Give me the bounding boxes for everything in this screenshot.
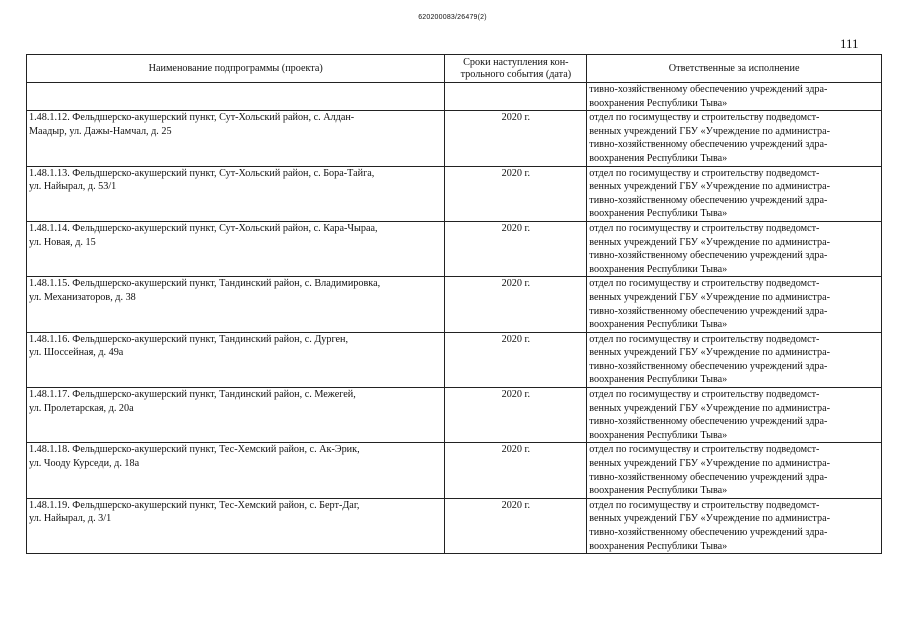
subprogram-name-cell <box>27 332 445 387</box>
subprogram-name-line: ул. Шоссейная, д. 49а <box>29 347 124 359</box>
subprogram-name-line: 1.48.1.15. Фельдшерско-акушерский пункт, Тандинский район, с. Владимировка, <box>29 278 381 290</box>
responsible-line: отдел по госимуществу и строительству подведомст- <box>589 112 820 124</box>
table-row <box>27 166 882 221</box>
responsible-cell <box>587 166 882 221</box>
responsible-line: венных учреждений ГБУ «Учреждение по администра- <box>589 236 831 248</box>
responsible-line: воохранения Республики Тыва» <box>589 208 728 220</box>
column-header-date-line1: Сроки наступления кон- <box>463 56 569 68</box>
responsible-line: венных учреждений ГБУ «Учреждение по администра- <box>589 458 831 470</box>
column-header-date <box>445 55 587 83</box>
subprogram-name-cell <box>27 388 445 443</box>
table-header-row <box>27 55 882 83</box>
responsible-cell <box>587 332 882 387</box>
responsible-line: отдел по госимуществу и строительству подведомст- <box>589 222 820 234</box>
responsible-line: тивно-хозяйственному обеспечению учреждений здра- <box>589 360 828 372</box>
responsible-line: тивно-хозяйственному обеспечению учреждений здра- <box>589 305 828 317</box>
responsible-line: отдел по госимуществу и строительству подведомст- <box>589 444 820 456</box>
page-number: 111 <box>840 36 859 51</box>
table-row <box>27 111 882 166</box>
responsible-cell <box>587 111 882 166</box>
responsible-cell <box>587 443 882 498</box>
continuation-date-cell <box>445 83 587 111</box>
subprogram-name-cell <box>27 277 445 332</box>
responsible-line: отдел по госимуществу и строительству подведомст- <box>589 167 820 179</box>
table-row <box>27 277 882 332</box>
events-table <box>26 54 882 554</box>
responsible-line: воохранения Республики Тыва» <box>589 429 728 441</box>
subprogram-name-line: 1.48.1.19. Фельдшерско-акушерский пункт, Тес-Хемский район, с. Берт-Даг, <box>29 499 360 511</box>
table-row <box>27 332 882 387</box>
continuation-name-cell <box>27 83 445 111</box>
responsible-cell <box>587 221 882 276</box>
responsible-line: отдел по госимуществу и строительству подведомст- <box>589 278 820 290</box>
subprogram-name-line: ул. Найырал, д. 53/1 <box>29 181 117 193</box>
subprogram-name-line: ул. Новая, д. 15 <box>29 236 96 248</box>
continuation-responsible-cell <box>587 83 882 111</box>
control-date-cell: 2020 г. <box>445 111 587 166</box>
subprogram-name-line: 1.48.1.12. Фельдшерско-акушерский пункт, Сут-Хольский район, с. Алдан- <box>29 112 355 124</box>
subprogram-name-line: ул. Найырал, д. 3/1 <box>29 513 112 525</box>
subprogram-name-line: 1.48.1.14. Фельдшерско-акушерский пункт, Сут-Хольский район, с. Кара-Чыраа, <box>29 222 378 234</box>
continuation-responsible-line: воохранения Республики Тыва» <box>589 97 728 109</box>
responsible-line: отдел по госимуществу и строительству подведомст- <box>589 389 820 401</box>
subprogram-name-cell <box>27 111 445 166</box>
responsible-line: венных учреждений ГБУ «Учреждение по администра- <box>589 291 831 303</box>
responsible-line: венных учреждений ГБУ «Учреждение по администра- <box>589 181 831 193</box>
table-row <box>27 443 882 498</box>
responsible-cell <box>587 388 882 443</box>
responsible-line: воохранения Республики Тыва» <box>589 485 728 497</box>
responsible-line: воохранения Республики Тыва» <box>589 263 728 275</box>
document-id: 620200083/26479(2) <box>418 14 487 21</box>
responsible-line: воохранения Республики Тыва» <box>589 374 728 386</box>
responsible-line: венных учреждений ГБУ «Учреждение по администра- <box>589 347 831 359</box>
column-header-name: Наименование подпрограммы (проекта) <box>27 55 445 83</box>
responsible-cell <box>587 277 882 332</box>
responsible-line: венных учреждений ГБУ «Учреждение по администра- <box>589 125 831 137</box>
responsible-line: тивно-хозяйственному обеспечению учреждений здра- <box>589 416 828 428</box>
continuation-row <box>27 83 882 111</box>
responsible-line: тивно-хозяйственному обеспечению учреждений здра- <box>589 139 828 151</box>
responsible-line: венных учреждений ГБУ «Учреждение по администра- <box>589 513 831 525</box>
column-header-date-line2: трольного события (дата) <box>460 68 572 80</box>
table-row <box>27 498 882 553</box>
responsible-line: воохранения Республики Тыва» <box>589 540 728 552</box>
responsible-cell <box>587 498 882 553</box>
responsible-line: тивно-хозяйственному обеспечению учреждений здра- <box>589 250 828 262</box>
column-header-responsible: Ответственные за исполнение <box>587 55 882 83</box>
responsible-line: тивно-хозяйственному обеспечению учреждений здра- <box>589 527 828 538</box>
subprogram-name-line: ул. Механизаторов, д. 38 <box>29 291 136 303</box>
subprogram-name-line: ул. Пролетарская, д. 20а <box>29 402 134 414</box>
table-row <box>27 388 882 443</box>
subprogram-name-cell <box>27 498 445 553</box>
subprogram-name-line: ул. Чооду Курседи, д. 18а <box>29 458 140 470</box>
continuation-responsible-line: тивно-хозяйственному обеспечению учреждений здра- <box>589 84 828 95</box>
subprogram-name-cell <box>27 443 445 498</box>
subprogram-name-line: 1.48.1.13. Фельдшерско-акушерский пункт, Сут-Хольский район, с. Бора-Тайга, <box>29 167 375 179</box>
subprogram-name-cell <box>27 221 445 276</box>
responsible-line: воохранения Республики Тыва» <box>589 319 728 331</box>
control-date-cell: 2020 г. <box>445 388 587 443</box>
responsible-line: воохранения Республики Тыва» <box>589 152 728 164</box>
control-date-cell: 2020 г. <box>445 277 587 332</box>
control-date-cell: 2020 г. <box>445 498 587 553</box>
subprogram-name-line: Маадыр, ул. Дажы-Намчал, д. 25 <box>29 125 172 137</box>
control-date-cell: 2020 г. <box>445 332 587 387</box>
responsible-line: тивно-хозяйственному обеспечению учреждений здра- <box>589 471 828 483</box>
subprogram-name-line: 1.48.1.18. Фельдшерско-акушерский пункт, Тес-Хемский район, с. Ак-Эрик, <box>29 444 360 456</box>
subprogram-name-line: 1.48.1.16. Фельдшерско-акушерский пункт, Тандинский район, с. Дурген, <box>29 333 349 345</box>
responsible-line: отдел по госимуществу и строительству подведомст- <box>589 499 820 511</box>
subprogram-name-cell <box>27 166 445 221</box>
responsible-line: венных учреждений ГБУ «Учреждение по администра- <box>589 402 831 414</box>
control-date-cell: 2020 г. <box>445 166 587 221</box>
table-row <box>27 221 882 276</box>
control-date-cell: 2020 г. <box>445 443 587 498</box>
subprogram-name-line: 1.48.1.17. Фельдшерско-акушерский пункт, Тандинский район, с. Межегей, <box>29 389 356 401</box>
responsible-line: тивно-хозяйственному обеспечению учреждений здра- <box>589 194 828 206</box>
responsible-line: отдел по госимуществу и строительству подведомст- <box>589 333 820 345</box>
control-date-cell: 2020 г. <box>445 221 587 276</box>
